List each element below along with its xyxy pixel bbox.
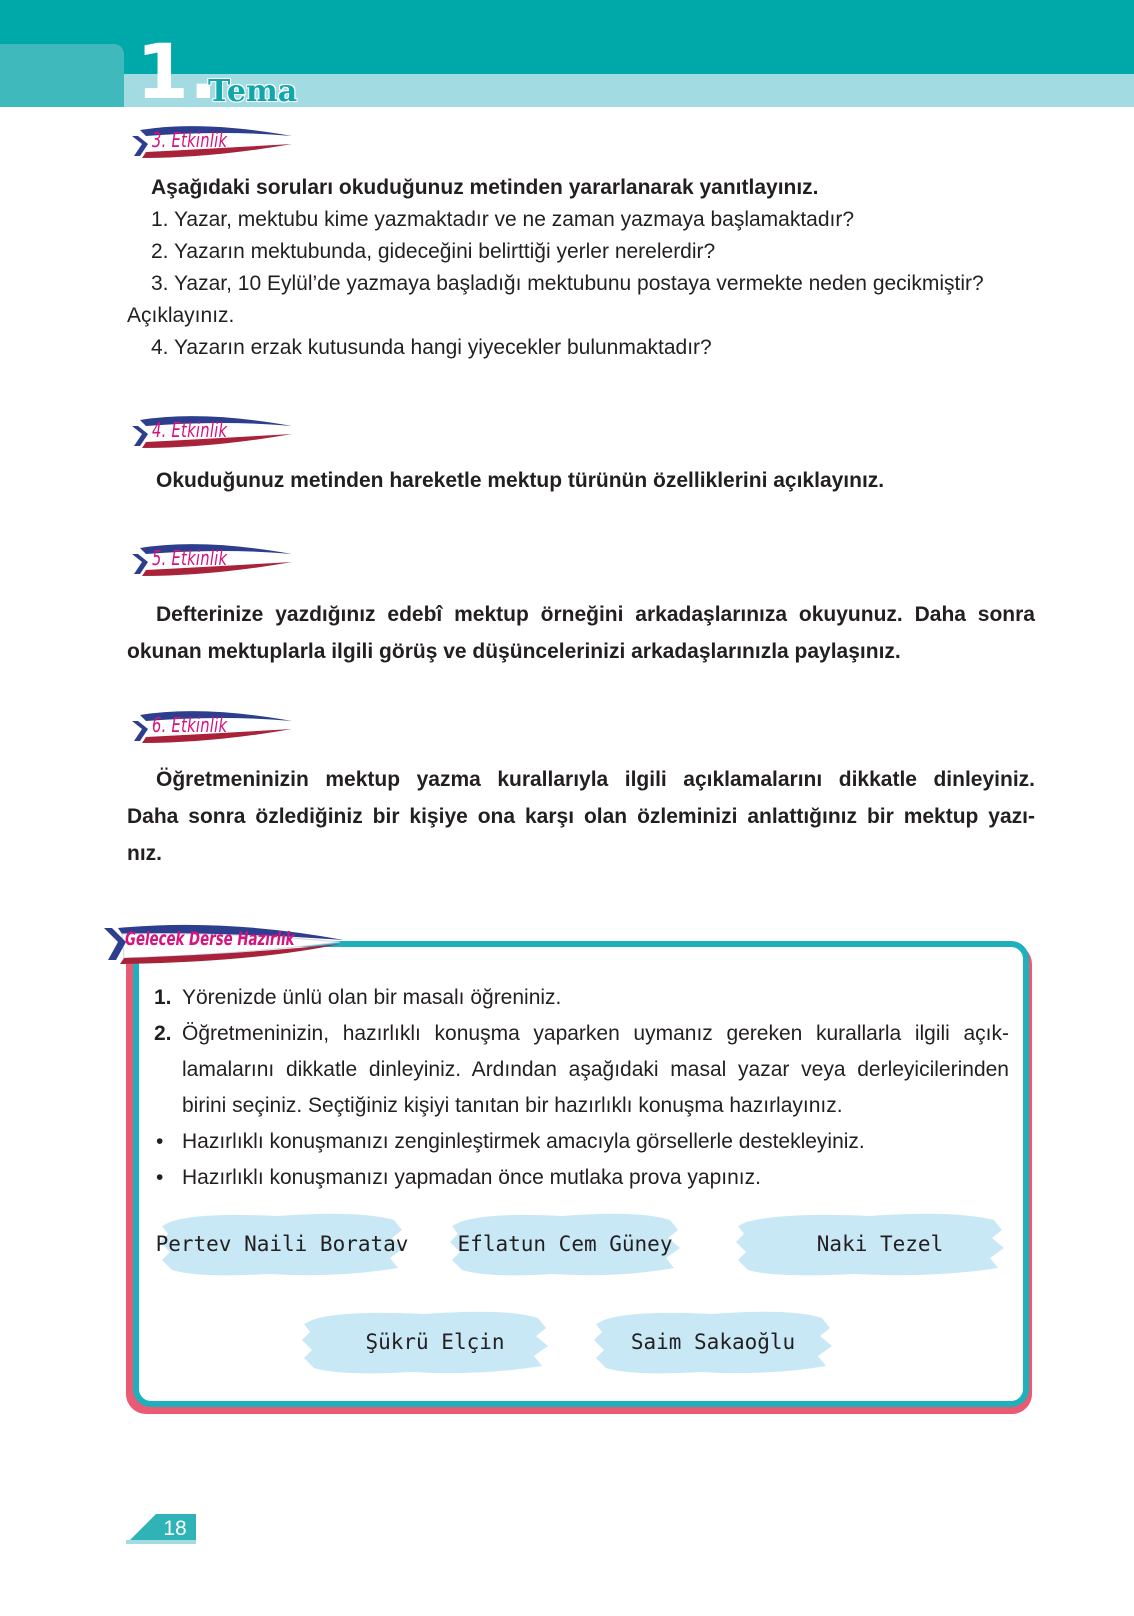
activity-3-title: 3. Etkinlik — [152, 128, 228, 152]
preparation-bullet-1 — [154, 1124, 1009, 1160]
item-text: Hazırlıklı konuşmanızı yapmadan önce mutlaka prova yapınız. — [182, 1166, 761, 1189]
name-chip-1 — [155, 1208, 409, 1280]
item-text: Hazırlıklı konuşmanızı zenginleştirmek amacıyla görsellerle destekleyiniz. — [182, 1130, 865, 1153]
name-chip-3 — [734, 1208, 1006, 1280]
bullet-marker: • — [156, 1130, 164, 1153]
activity-3-question-4: 4. Yazarın erzak kutusunda hangi yiyecekler bulunmaktadır? — [151, 336, 712, 359]
activity-3-question-2: 2. Yazarın mektubunda, gideceğini belirttiği yerler nerelerdir? — [151, 240, 716, 263]
page-number: 18 — [163, 1517, 187, 1540]
activity-4-title: 4. Etkinlik — [152, 418, 228, 442]
name-chip-label: Saim Sakaoğlu — [630, 1330, 796, 1354]
name-chip-2 — [448, 1208, 682, 1280]
activity-3-question-3: 3. Yazar, 10 Eylül’de yazmaya başladığı mektubunu postaya vermekte neden gecikmiştir? — [151, 272, 984, 295]
bullet-marker: • — [156, 1166, 164, 1189]
theme-tab-block — [0, 44, 124, 107]
preparation-banner — [104, 918, 354, 964]
name-chip-label: Eflatun Cem Güney — [457, 1232, 673, 1256]
name-chip-5 — [592, 1306, 834, 1378]
activity-6-title: 6. Etkinlik — [152, 713, 228, 737]
activity-6-line-2: Daha sonra özlediğiniz bir kişiye ona karşı olan özleminizi anlattığınız bir mektup yazı- — [127, 805, 1035, 828]
name-chip-4 — [300, 1306, 550, 1378]
activity-3-question-3-continuation: Açıklayınız. — [127, 304, 235, 327]
name-chip-label: Şükrü Elçin — [365, 1330, 505, 1354]
theme-label: Tema — [208, 74, 298, 109]
activity-6-line-3: nız. — [127, 842, 162, 865]
item-text: Yörenizde ünlü olan bir masalı öğreniniz. — [182, 986, 562, 1009]
activity-4-banner — [132, 412, 302, 452]
preparation-title: Gelecek Derse Hazırlık — [125, 928, 295, 950]
activity-4-text: Okuduğunuz metinden hareketle mektup türünün özelliklerini açıklayınız. — [156, 469, 885, 492]
activity-5-banner — [132, 540, 302, 580]
activity-6-line-1: Öğretmeninizin mektup yazma kurallarıyla ilgili açıklamalarını dikkatle dinleyiniz. — [156, 768, 1035, 791]
activity-3-question-1: 1. Yazar, mektubu kime yazmaktadır ve ne zaman yazmaya başlamaktadır? — [151, 208, 855, 231]
item-marker: 2. — [154, 1022, 172, 1045]
theme-number: 1. — [136, 27, 218, 116]
activity-5-title: 5. Etkinlik — [152, 546, 228, 570]
item-text: Öğretmeninizin, hazırlıklı konuşma yaparken uymanız gereken kurallarla ilgili açıklamalarını dikkatle dinleyiniz. Ardından aşağıdaki masal yazar veya derleyicilerinden birini seçiniz. Seçtiğiniz kişiyi tanıtan bir hazırlıklı konuşma hazırlayınız. — [182, 1022, 1009, 1117]
activity-3-instruction: Aşağıdaki soruları okuduğunuz metinden yararlanarak yanıtlayınız. — [151, 176, 819, 199]
name-chip-label: Naki Tezel — [816, 1232, 944, 1256]
name-chip-label: Pertev Naili Boratav — [155, 1232, 409, 1256]
item-marker: 1. — [154, 986, 172, 1009]
preparation-bullet-2 — [154, 1160, 1009, 1196]
activity-6-banner — [132, 707, 302, 747]
preparation-item-2 — [154, 1016, 1009, 1124]
activity-3-banner — [132, 122, 302, 162]
activity-5-text: Defterinize yazdığınız edebî mektup örneğini arkadaşlarınıza okuyunuz. Daha sonra okunan mektuplarla ilgili görüş ve düşüncelerinizi arkadaşlarınızla paylaşınız. — [127, 603, 1035, 663]
preparation-item-1 — [154, 980, 1009, 1016]
